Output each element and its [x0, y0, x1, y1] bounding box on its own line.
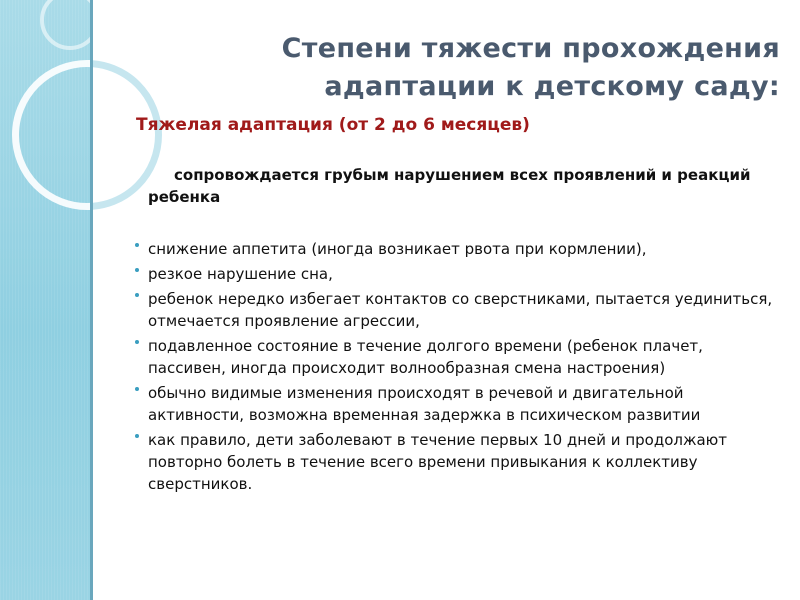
list-item [134, 429, 784, 495]
list-item-text: ребенок нередко избегает контактов со сверстниками, пытается уединиться, отмечается проявление агрессии, [148, 290, 773, 330]
list-item-text: снижение аппетита (иногда возникает рвота при кормлении), [148, 240, 647, 258]
list-item-text: подавленное состояние в течение долгого времени (ребенок плачет, пассивен, иногда происходит волнообразная смена настроения) [148, 337, 703, 377]
bullet-icon [134, 432, 142, 440]
list-item [134, 335, 784, 379]
slide-subtitle: Тяжелая адаптация (от 2 до 6 месяцев) [136, 115, 530, 135]
list-item-text: обычно видимые изменения происходят в речевой и двигательной активности, возможна временная задержка в психическом развитии [148, 384, 701, 424]
list-item [134, 263, 784, 285]
bullet-icon [134, 241, 142, 249]
bullet-list [134, 238, 784, 498]
list-item [134, 382, 784, 426]
list-item [134, 288, 784, 332]
slide-title: Степени тяжести прохождения адаптации к детскому саду: [281, 33, 780, 102]
decorative-side-panel [0, 0, 90, 600]
intro-text: сопровождается грубым нарушением всех проявлений и реакций ребенка [148, 166, 751, 206]
bullet-icon [134, 266, 142, 274]
list-item-text: как правило, дети заболевают в течение первых 10 дней и продолжают повторно болеть в течение всего времени привыкания к коллективу сверстников. [148, 431, 728, 493]
bullet-icon [134, 338, 142, 346]
list-item [134, 238, 784, 260]
bullet-icon [134, 385, 142, 393]
list-item-text: резкое нарушение сна, [148, 265, 333, 283]
bullet-icon [134, 291, 142, 299]
